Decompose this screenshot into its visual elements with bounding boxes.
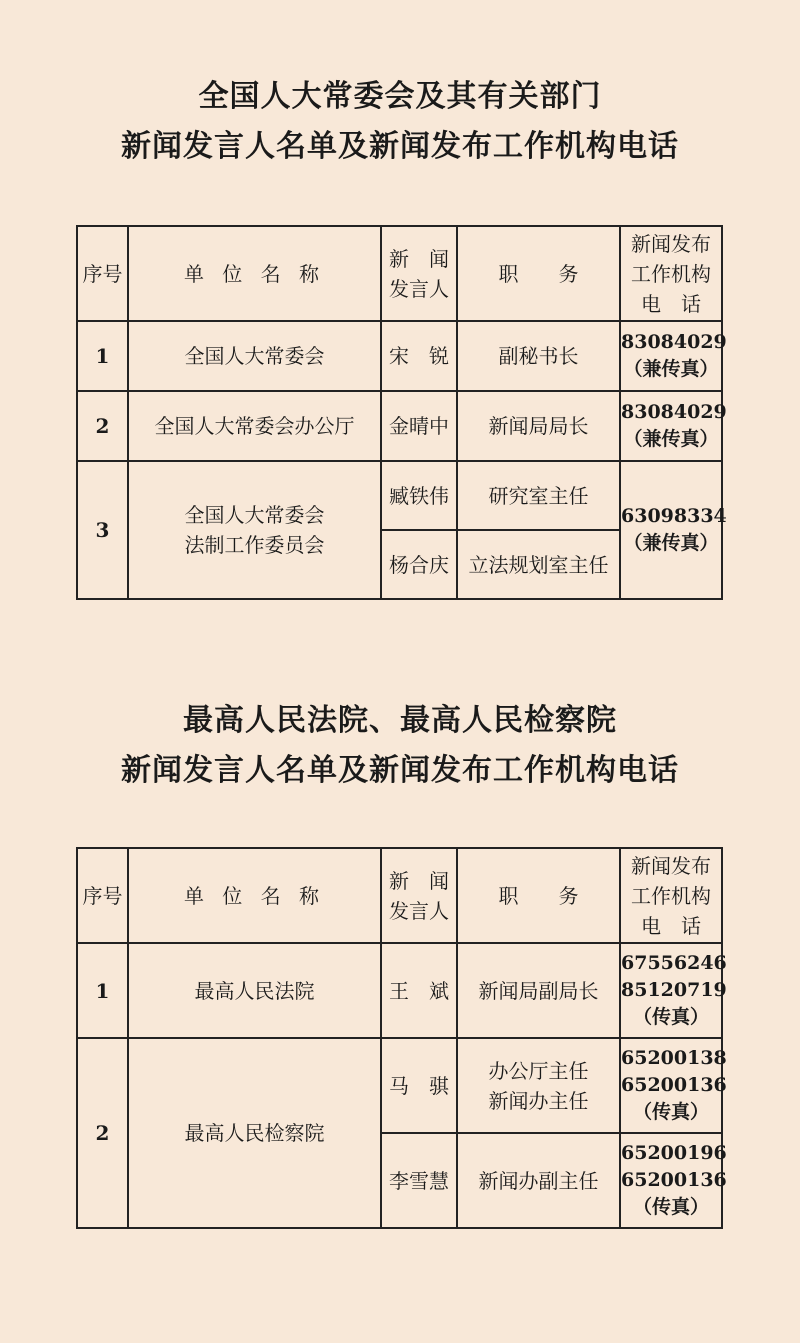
row-unit: 最高人民检察院 bbox=[128, 1038, 381, 1228]
header-spokesman-l2: 发言人 bbox=[389, 276, 449, 301]
row-unit-l2: 法制工作委员会 bbox=[184, 533, 325, 557]
row-position-l2: 新闻办主任 bbox=[488, 1088, 589, 1113]
row-phone-number: 83084029 bbox=[621, 401, 727, 423]
row-spokesman: 宋 锐 bbox=[381, 321, 457, 391]
row-seq: 3 bbox=[77, 461, 128, 599]
row-phone bbox=[620, 1038, 727, 1133]
section1-title bbox=[0, 72, 800, 172]
header-unit: 单 位 名 称 bbox=[128, 848, 381, 943]
row-phone-note: （兼传真） bbox=[623, 532, 719, 554]
row-spokesman: 臧铁伟 bbox=[381, 461, 457, 530]
section2-title-line1: 最高人民法院、最高人民检察院 bbox=[183, 703, 617, 738]
row-phone-number: 83084029 bbox=[621, 331, 727, 353]
row-position bbox=[457, 1038, 620, 1133]
header-spokesman bbox=[381, 848, 457, 943]
row-seq: 2 bbox=[77, 1038, 128, 1228]
row-fax-number: 65200136 bbox=[621, 1074, 727, 1096]
section1-title-line1: 全国人大常委会及其有关部门 bbox=[198, 79, 602, 114]
row-position: 副秘书长 bbox=[457, 321, 620, 391]
section2-title bbox=[0, 696, 800, 796]
row-phone-note: （传真） bbox=[632, 1101, 709, 1123]
header-phone bbox=[620, 226, 722, 321]
row-spokesman: 杨合庆 bbox=[381, 530, 457, 599]
row-position: 新闻局局长 bbox=[457, 391, 620, 461]
header-phone-l1: 新闻发布 bbox=[631, 231, 711, 256]
row-spokesman: 王 斌 bbox=[381, 943, 457, 1038]
header-phone-l2: 工作机构 bbox=[631, 883, 711, 908]
row-phone-note: （传真） bbox=[632, 1196, 709, 1218]
header-phone-l1: 新闻发布 bbox=[631, 853, 711, 878]
header-position: 职 务 bbox=[457, 848, 620, 943]
table-header-row bbox=[77, 848, 722, 943]
header-spokesman-l1: 新 闻 bbox=[389, 246, 449, 271]
table-row bbox=[77, 943, 722, 1038]
header-phone-l2: 工作机构 bbox=[631, 261, 711, 286]
header-seq: 序号 bbox=[77, 226, 128, 321]
row-phone bbox=[620, 943, 727, 1038]
table-header-row bbox=[77, 226, 722, 321]
header-phone-l3: 电 话 bbox=[641, 291, 701, 316]
row-seq: 2 bbox=[77, 391, 128, 461]
row-position-l1: 办公厅主任 bbox=[488, 1058, 589, 1083]
row-phone-number: 63098334 bbox=[621, 505, 727, 527]
row-spokesman: 金晴中 bbox=[381, 391, 457, 461]
row-phone-number: 65200138 bbox=[621, 1047, 727, 1069]
header-phone bbox=[620, 848, 722, 943]
table-row bbox=[77, 391, 722, 461]
header-spokesman-l2: 发言人 bbox=[389, 898, 449, 923]
row-unit: 全国人大常委会 bbox=[128, 321, 381, 391]
section2-title-line2: 新闻发言人名单及新闻发布工作机构电话 bbox=[121, 753, 679, 788]
header-spokesman-l1: 新 闻 bbox=[389, 868, 449, 893]
row-unit: 全国人大常委会办公厅 bbox=[128, 391, 381, 461]
row-phone bbox=[620, 461, 727, 599]
row-seq: 1 bbox=[77, 943, 128, 1038]
row-unit-l1: 全国人大常委会 bbox=[184, 503, 325, 527]
row-spokesman: 马 骐 bbox=[381, 1038, 457, 1133]
header-phone-l3: 电 话 bbox=[641, 913, 701, 938]
row-phone-note: （兼传真） bbox=[623, 358, 719, 380]
row-phone-note: （传真） bbox=[632, 1006, 709, 1028]
header-spokesman bbox=[381, 226, 457, 321]
row-spokesman: 李雪慧 bbox=[381, 1133, 457, 1228]
section1-table bbox=[76, 225, 727, 600]
row-position: 立法规划室主任 bbox=[457, 530, 620, 599]
row-fax-number: 65200136 bbox=[621, 1169, 727, 1191]
row-position: 新闻办副主任 bbox=[457, 1133, 620, 1228]
row-phone bbox=[620, 321, 727, 391]
header-seq: 序号 bbox=[77, 848, 128, 943]
header-position: 职 务 bbox=[457, 226, 620, 321]
row-phone bbox=[620, 391, 727, 461]
row-position: 新闻局副局长 bbox=[457, 943, 620, 1038]
header-unit: 单 位 名 称 bbox=[128, 226, 381, 321]
row-position: 研究室主任 bbox=[457, 461, 620, 530]
row-unit: 最高人民法院 bbox=[128, 943, 381, 1038]
row-seq: 1 bbox=[77, 321, 128, 391]
table-row bbox=[77, 321, 722, 391]
row-phone bbox=[620, 1133, 727, 1228]
row-phone-number: 67556246 bbox=[621, 952, 727, 974]
row-phone-note: （兼传真） bbox=[623, 428, 719, 450]
table-row bbox=[77, 1038, 722, 1133]
table-row bbox=[77, 461, 722, 530]
section2-table bbox=[76, 847, 727, 1229]
row-phone-number: 65200196 bbox=[621, 1142, 727, 1164]
row-fax-number: 85120719 bbox=[621, 979, 727, 1001]
section1-title-line2: 新闻发言人名单及新闻发布工作机构电话 bbox=[121, 129, 679, 164]
row-unit bbox=[128, 461, 381, 599]
